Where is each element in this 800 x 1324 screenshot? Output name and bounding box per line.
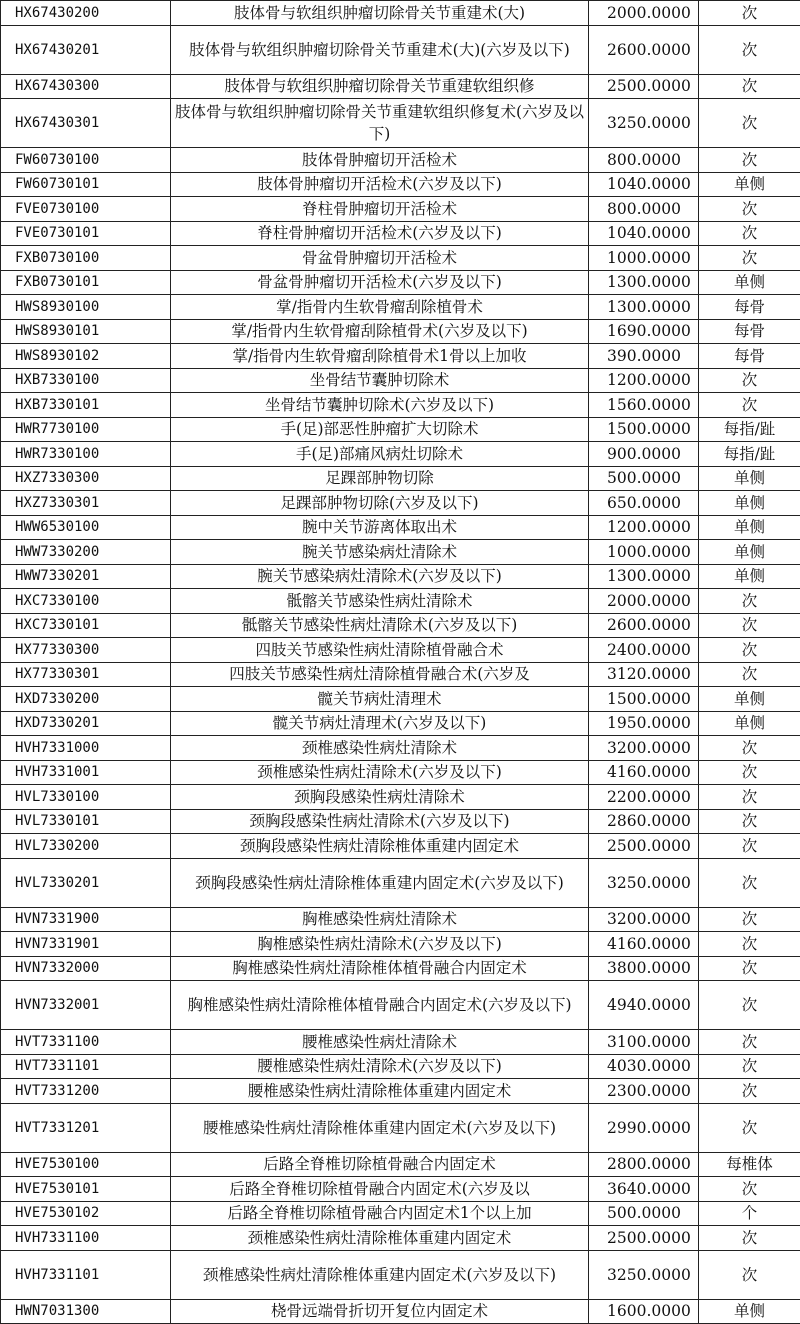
item-name-cell: 颈椎感染性病灶清除术(六岁及以下): [171, 760, 589, 785]
item-price-cell: 2800.0000: [589, 1152, 699, 1177]
item-unit-cell: 个: [699, 1201, 800, 1226]
item-price-cell: 650.0000: [589, 491, 699, 516]
item-code-cell: HVN7332000: [1, 956, 171, 981]
item-code-cell: FW60730101: [1, 172, 171, 197]
item-name-cell: 颈椎感染性病灶清除椎体重建内固定术(六岁及以下): [171, 1250, 589, 1299]
item-unit-cell: 次: [699, 393, 800, 418]
table-row: [1, 589, 800, 614]
item-unit-cell: 次: [699, 907, 800, 932]
item-code-cell: HXZ7330300: [1, 466, 171, 491]
item-code-cell: HX77330300: [1, 638, 171, 663]
item-code-cell: HVL7330101: [1, 809, 171, 834]
item-code-cell: HVL7330200: [1, 834, 171, 859]
item-name-cell: 桡骨远端骨折切开复位内固定术: [171, 1299, 589, 1324]
table-row: [1, 344, 800, 369]
item-price-cell: 2300.0000: [589, 1079, 699, 1104]
item-price-cell: 4160.0000: [589, 760, 699, 785]
item-name-cell: 胸椎感染性病灶清除术(六岁及以下): [171, 932, 589, 957]
item-name-cell: 骨盆骨肿瘤切开活检术(六岁及以下): [171, 270, 589, 295]
item-code-cell: HX77330301: [1, 662, 171, 687]
item-code-cell: HX67430201: [1, 25, 171, 74]
item-price-cell: 1600.0000: [589, 1299, 699, 1324]
item-unit-cell: 次: [699, 662, 800, 687]
item-price-cell: 2200.0000: [589, 785, 699, 810]
table-row: [1, 638, 800, 663]
item-code-cell: HWR7730100: [1, 417, 171, 442]
item-name-cell: 足踝部肿物切除: [171, 466, 589, 491]
item-price-cell: 1300.0000: [589, 295, 699, 320]
item-code-cell: FVE0730100: [1, 197, 171, 222]
item-price-cell: 3250.0000: [589, 1250, 699, 1299]
item-unit-cell: 每指/趾: [699, 442, 800, 467]
table-row: [1, 1, 800, 26]
table-row: [1, 270, 800, 295]
table-row: [1, 246, 800, 271]
item-price-cell: 4160.0000: [589, 932, 699, 957]
fee-table-body: [1, 1, 800, 1324]
table-row: [1, 295, 800, 320]
item-price-cell: 3100.0000: [589, 1030, 699, 1055]
item-unit-cell: 单侧: [699, 540, 800, 565]
table-row: [1, 1152, 800, 1177]
item-price-cell: 500.0000: [589, 1201, 699, 1226]
item-name-cell: 掌/指骨内生软骨瘤刮除植骨术(六岁及以下): [171, 319, 589, 344]
table-row: [1, 172, 800, 197]
item-name-cell: 后路全脊椎切除植骨融合内固定术: [171, 1152, 589, 1177]
table-row: [1, 858, 800, 907]
item-price-cell: 1690.0000: [589, 319, 699, 344]
table-row: [1, 319, 800, 344]
item-unit-cell: 次: [699, 809, 800, 834]
item-price-cell: 3640.0000: [589, 1177, 699, 1202]
item-name-cell: 坐骨结节囊肿切除术(六岁及以下): [171, 393, 589, 418]
table-row: [1, 1250, 800, 1299]
table-row: [1, 956, 800, 981]
item-name-cell: 骶髂关节感染性病灶清除术: [171, 589, 589, 614]
table-row: [1, 1079, 800, 1104]
item-price-cell: 3250.0000: [589, 99, 699, 148]
item-price-cell: 3120.0000: [589, 662, 699, 687]
item-unit-cell: 单侧: [699, 687, 800, 712]
item-price-cell: 1560.0000: [589, 393, 699, 418]
item-unit-cell: 次: [699, 368, 800, 393]
table-row: [1, 736, 800, 761]
item-name-cell: 腰椎感染性病灶清除椎体重建内固定术(六岁及以下): [171, 1103, 589, 1152]
item-name-cell: 脊柱骨肿瘤切开活检术(六岁及以下): [171, 221, 589, 246]
item-unit-cell: 单侧: [699, 491, 800, 516]
item-code-cell: HWW6530100: [1, 515, 171, 540]
item-price-cell: 3200.0000: [589, 736, 699, 761]
table-row: [1, 74, 800, 99]
table-row: [1, 785, 800, 810]
item-code-cell: HWS8930100: [1, 295, 171, 320]
item-code-cell: HVT7331201: [1, 1103, 171, 1152]
item-unit-cell: 单侧: [699, 564, 800, 589]
item-code-cell: HVT7331101: [1, 1054, 171, 1079]
item-code-cell: HXD7330200: [1, 687, 171, 712]
item-code-cell: HVE7530100: [1, 1152, 171, 1177]
item-name-cell: 胸椎感染性病灶清除椎体植骨融合内固定术(六岁及以下): [171, 981, 589, 1030]
item-price-cell: 3200.0000: [589, 907, 699, 932]
table-row: [1, 834, 800, 859]
item-unit-cell: 单侧: [699, 515, 800, 540]
table-row: [1, 907, 800, 932]
item-code-cell: HVN7331901: [1, 932, 171, 957]
table-row: [1, 662, 800, 687]
item-name-cell: 颈椎感染性病灶清除椎体重建内固定术: [171, 1226, 589, 1251]
item-code-cell: HVH7331001: [1, 760, 171, 785]
item-code-cell: HXZ7330301: [1, 491, 171, 516]
item-code-cell: HWN7031300: [1, 1299, 171, 1324]
item-name-cell: 坐骨结节囊肿切除术: [171, 368, 589, 393]
item-unit-cell: 次: [699, 736, 800, 761]
item-name-cell: 腰椎感染性病灶清除术: [171, 1030, 589, 1055]
item-price-cell: 2600.0000: [589, 613, 699, 638]
item-code-cell: HWR7330100: [1, 442, 171, 467]
item-code-cell: HVT7331100: [1, 1030, 171, 1055]
item-name-cell: 髋关节病灶清理术(六岁及以下): [171, 711, 589, 736]
item-name-cell: 胸椎感染性病灶清除椎体植骨融合内固定术: [171, 956, 589, 981]
table-row: [1, 393, 800, 418]
item-unit-cell: 次: [699, 1250, 800, 1299]
item-name-cell: 掌/指骨内生软骨瘤刮除植骨术1骨以上加收: [171, 344, 589, 369]
table-row: [1, 711, 800, 736]
item-name-cell: 脊柱骨肿瘤切开活检术: [171, 197, 589, 222]
item-code-cell: HVT7331200: [1, 1079, 171, 1104]
item-name-cell: 腕关节感染病灶清除术(六岁及以下): [171, 564, 589, 589]
item-name-cell: 颈胸段感染性病灶清除椎体重建内固定术(六岁及以下): [171, 858, 589, 907]
item-price-cell: 3250.0000: [589, 858, 699, 907]
item-price-cell: 500.0000: [589, 466, 699, 491]
item-name-cell: 颈胸段感染性病灶清除术: [171, 785, 589, 810]
item-code-cell: HXC7330100: [1, 589, 171, 614]
item-name-cell: 四肢关节感染性病灶清除植骨融合术(六岁及: [171, 662, 589, 687]
item-code-cell: HWW7330201: [1, 564, 171, 589]
item-unit-cell: 每骨: [699, 344, 800, 369]
item-name-cell: 颈胸段感染性病灶清除术(六岁及以下): [171, 809, 589, 834]
item-code-cell: HVE7530102: [1, 1201, 171, 1226]
item-name-cell: 腕中关节游离体取出术: [171, 515, 589, 540]
item-unit-cell: 次: [699, 834, 800, 859]
item-code-cell: HVH7331101: [1, 1250, 171, 1299]
item-unit-cell: 次: [699, 1079, 800, 1104]
table-row: [1, 564, 800, 589]
item-name-cell: 髋关节病灶清理术: [171, 687, 589, 712]
item-code-cell: HX67430301: [1, 99, 171, 148]
item-unit-cell: 次: [699, 148, 800, 173]
item-name-cell: 肢体骨与软组织肿瘤切除骨关节重建软组织修复术(六岁及以下): [171, 99, 589, 148]
item-price-cell: 3800.0000: [589, 956, 699, 981]
table-row: [1, 540, 800, 565]
item-price-cell: 1300.0000: [589, 270, 699, 295]
item-name-cell: 肢体骨与软组织肿瘤切除骨关节重建术(大): [171, 1, 589, 26]
item-name-cell: 足踝部肿物切除(六岁及以下): [171, 491, 589, 516]
item-price-cell: 2500.0000: [589, 834, 699, 859]
item-unit-cell: 次: [699, 1103, 800, 1152]
table-row: [1, 148, 800, 173]
item-name-cell: 颈胸段感染性病灶清除椎体重建内固定术: [171, 834, 589, 859]
table-row: [1, 515, 800, 540]
item-name-cell: 肢体骨肿瘤切开活检术(六岁及以下): [171, 172, 589, 197]
item-name-cell: 腰椎感染性病灶清除术(六岁及以下): [171, 1054, 589, 1079]
item-unit-cell: 次: [699, 1054, 800, 1079]
item-unit-cell: 每骨: [699, 319, 800, 344]
table-row: [1, 197, 800, 222]
item-unit-cell: 次: [699, 613, 800, 638]
item-code-cell: HXC7330101: [1, 613, 171, 638]
item-unit-cell: 次: [699, 981, 800, 1030]
item-code-cell: HVL7330100: [1, 785, 171, 810]
item-unit-cell: 次: [699, 589, 800, 614]
item-price-cell: 2500.0000: [589, 1226, 699, 1251]
table-row: [1, 687, 800, 712]
item-name-cell: 肢体骨与软组织肿瘤切除骨关节重建术(大)(六岁及以下): [171, 25, 589, 74]
item-price-cell: 1200.0000: [589, 515, 699, 540]
item-unit-cell: 每椎体: [699, 1152, 800, 1177]
item-unit-cell: 次: [699, 99, 800, 148]
item-price-cell: 2000.0000: [589, 1, 699, 26]
table-row: [1, 442, 800, 467]
item-price-cell: 1950.0000: [589, 711, 699, 736]
table-row: [1, 809, 800, 834]
item-name-cell: 腕关节感染病灶清除术: [171, 540, 589, 565]
item-price-cell: 4940.0000: [589, 981, 699, 1030]
item-code-cell: HVN7331900: [1, 907, 171, 932]
item-price-cell: 2500.0000: [589, 74, 699, 99]
item-code-cell: FXB0730101: [1, 270, 171, 295]
item-price-cell: 1040.0000: [589, 221, 699, 246]
item-unit-cell: 次: [699, 1226, 800, 1251]
item-unit-cell: 每骨: [699, 295, 800, 320]
table-row: [1, 1201, 800, 1226]
table-row: [1, 981, 800, 1030]
item-name-cell: 颈椎感染性病灶清除术: [171, 736, 589, 761]
item-price-cell: 1000.0000: [589, 540, 699, 565]
item-code-cell: HVH7331000: [1, 736, 171, 761]
item-unit-cell: 次: [699, 197, 800, 222]
item-unit-cell: 次: [699, 25, 800, 74]
item-unit-cell: 单侧: [699, 711, 800, 736]
item-price-cell: 390.0000: [589, 344, 699, 369]
item-unit-cell: 每指/趾: [699, 417, 800, 442]
item-name-cell: 掌/指骨内生软骨瘤刮除植骨术: [171, 295, 589, 320]
table-row: [1, 466, 800, 491]
item-price-cell: 900.0000: [589, 442, 699, 467]
table-row: [1, 417, 800, 442]
table-row: [1, 25, 800, 74]
item-price-cell: 1500.0000: [589, 687, 699, 712]
item-code-cell: HX67430200: [1, 1, 171, 26]
item-code-cell: HVH7331100: [1, 1226, 171, 1251]
item-code-cell: FVE0730101: [1, 221, 171, 246]
item-name-cell: 肢体骨肿瘤切开活检术: [171, 148, 589, 173]
item-code-cell: HXD7330201: [1, 711, 171, 736]
item-price-cell: 2860.0000: [589, 809, 699, 834]
item-name-cell: 胸椎感染性病灶清除术: [171, 907, 589, 932]
item-code-cell: HWS8930102: [1, 344, 171, 369]
table-row: [1, 491, 800, 516]
item-price-cell: 2990.0000: [589, 1103, 699, 1152]
item-unit-cell: 单侧: [699, 466, 800, 491]
item-unit-cell: 次: [699, 246, 800, 271]
item-name-cell: 骶髂关节感染性病灶清除术(六岁及以下): [171, 613, 589, 638]
table-row: [1, 368, 800, 393]
item-price-cell: 2000.0000: [589, 589, 699, 614]
item-price-cell: 1500.0000: [589, 417, 699, 442]
table-row: [1, 1226, 800, 1251]
table-row: [1, 760, 800, 785]
item-unit-cell: 次: [699, 760, 800, 785]
item-code-cell: FW60730100: [1, 148, 171, 173]
item-unit-cell: 次: [699, 785, 800, 810]
item-name-cell: 肢体骨与软组织肿瘤切除骨关节重建软组织修: [171, 74, 589, 99]
item-name-cell: 腰椎感染性病灶清除椎体重建内固定术: [171, 1079, 589, 1104]
item-unit-cell: 次: [699, 1177, 800, 1202]
table-row: [1, 932, 800, 957]
item-unit-cell: 次: [699, 858, 800, 907]
item-code-cell: HVE7530101: [1, 1177, 171, 1202]
item-unit-cell: 次: [699, 932, 800, 957]
item-name-cell: 骨盆骨肿瘤切开活检术: [171, 246, 589, 271]
item-price-cell: 1040.0000: [589, 172, 699, 197]
item-price-cell: 800.0000: [589, 197, 699, 222]
item-code-cell: HXB7330100: [1, 368, 171, 393]
item-unit-cell: 次: [699, 221, 800, 246]
item-price-cell: 1000.0000: [589, 246, 699, 271]
item-price-cell: 800.0000: [589, 148, 699, 173]
item-code-cell: HX67430300: [1, 74, 171, 99]
item-name-cell: 后路全脊椎切除植骨融合内固定术(六岁及以: [171, 1177, 589, 1202]
item-name-cell: 手(足)部恶性肿瘤扩大切除术: [171, 417, 589, 442]
item-price-cell: 2400.0000: [589, 638, 699, 663]
item-code-cell: HXB7330101: [1, 393, 171, 418]
item-price-cell: 4030.0000: [589, 1054, 699, 1079]
item-unit-cell: 次: [699, 638, 800, 663]
table-row: [1, 613, 800, 638]
item-name-cell: 手(足)部痛风病灶切除术: [171, 442, 589, 467]
item-unit-cell: 次: [699, 1030, 800, 1055]
table-row: [1, 99, 800, 148]
item-unit-cell: 次: [699, 1, 800, 26]
item-name-cell: 四肢关节感染性病灶清除植骨融合术: [171, 638, 589, 663]
item-unit-cell: 单侧: [699, 270, 800, 295]
item-code-cell: HVL7330201: [1, 858, 171, 907]
item-unit-cell: 次: [699, 956, 800, 981]
item-code-cell: HVN7332001: [1, 981, 171, 1030]
item-unit-cell: 次: [699, 74, 800, 99]
item-unit-cell: 单侧: [699, 172, 800, 197]
item-code-cell: HWW7330200: [1, 540, 171, 565]
item-price-cell: 1200.0000: [589, 368, 699, 393]
table-row: [1, 1030, 800, 1055]
table-row: [1, 1054, 800, 1079]
table-row: [1, 221, 800, 246]
item-code-cell: HWS8930101: [1, 319, 171, 344]
table-row: [1, 1299, 800, 1324]
item-code-cell: FXB0730100: [1, 246, 171, 271]
item-price-cell: 1300.0000: [589, 564, 699, 589]
table-row: [1, 1177, 800, 1202]
item-price-cell: 2600.0000: [589, 25, 699, 74]
item-name-cell: 后路全脊椎切除植骨融合内固定术1个以上加: [171, 1201, 589, 1226]
table-row: [1, 1103, 800, 1152]
item-unit-cell: 单侧: [699, 1299, 800, 1324]
